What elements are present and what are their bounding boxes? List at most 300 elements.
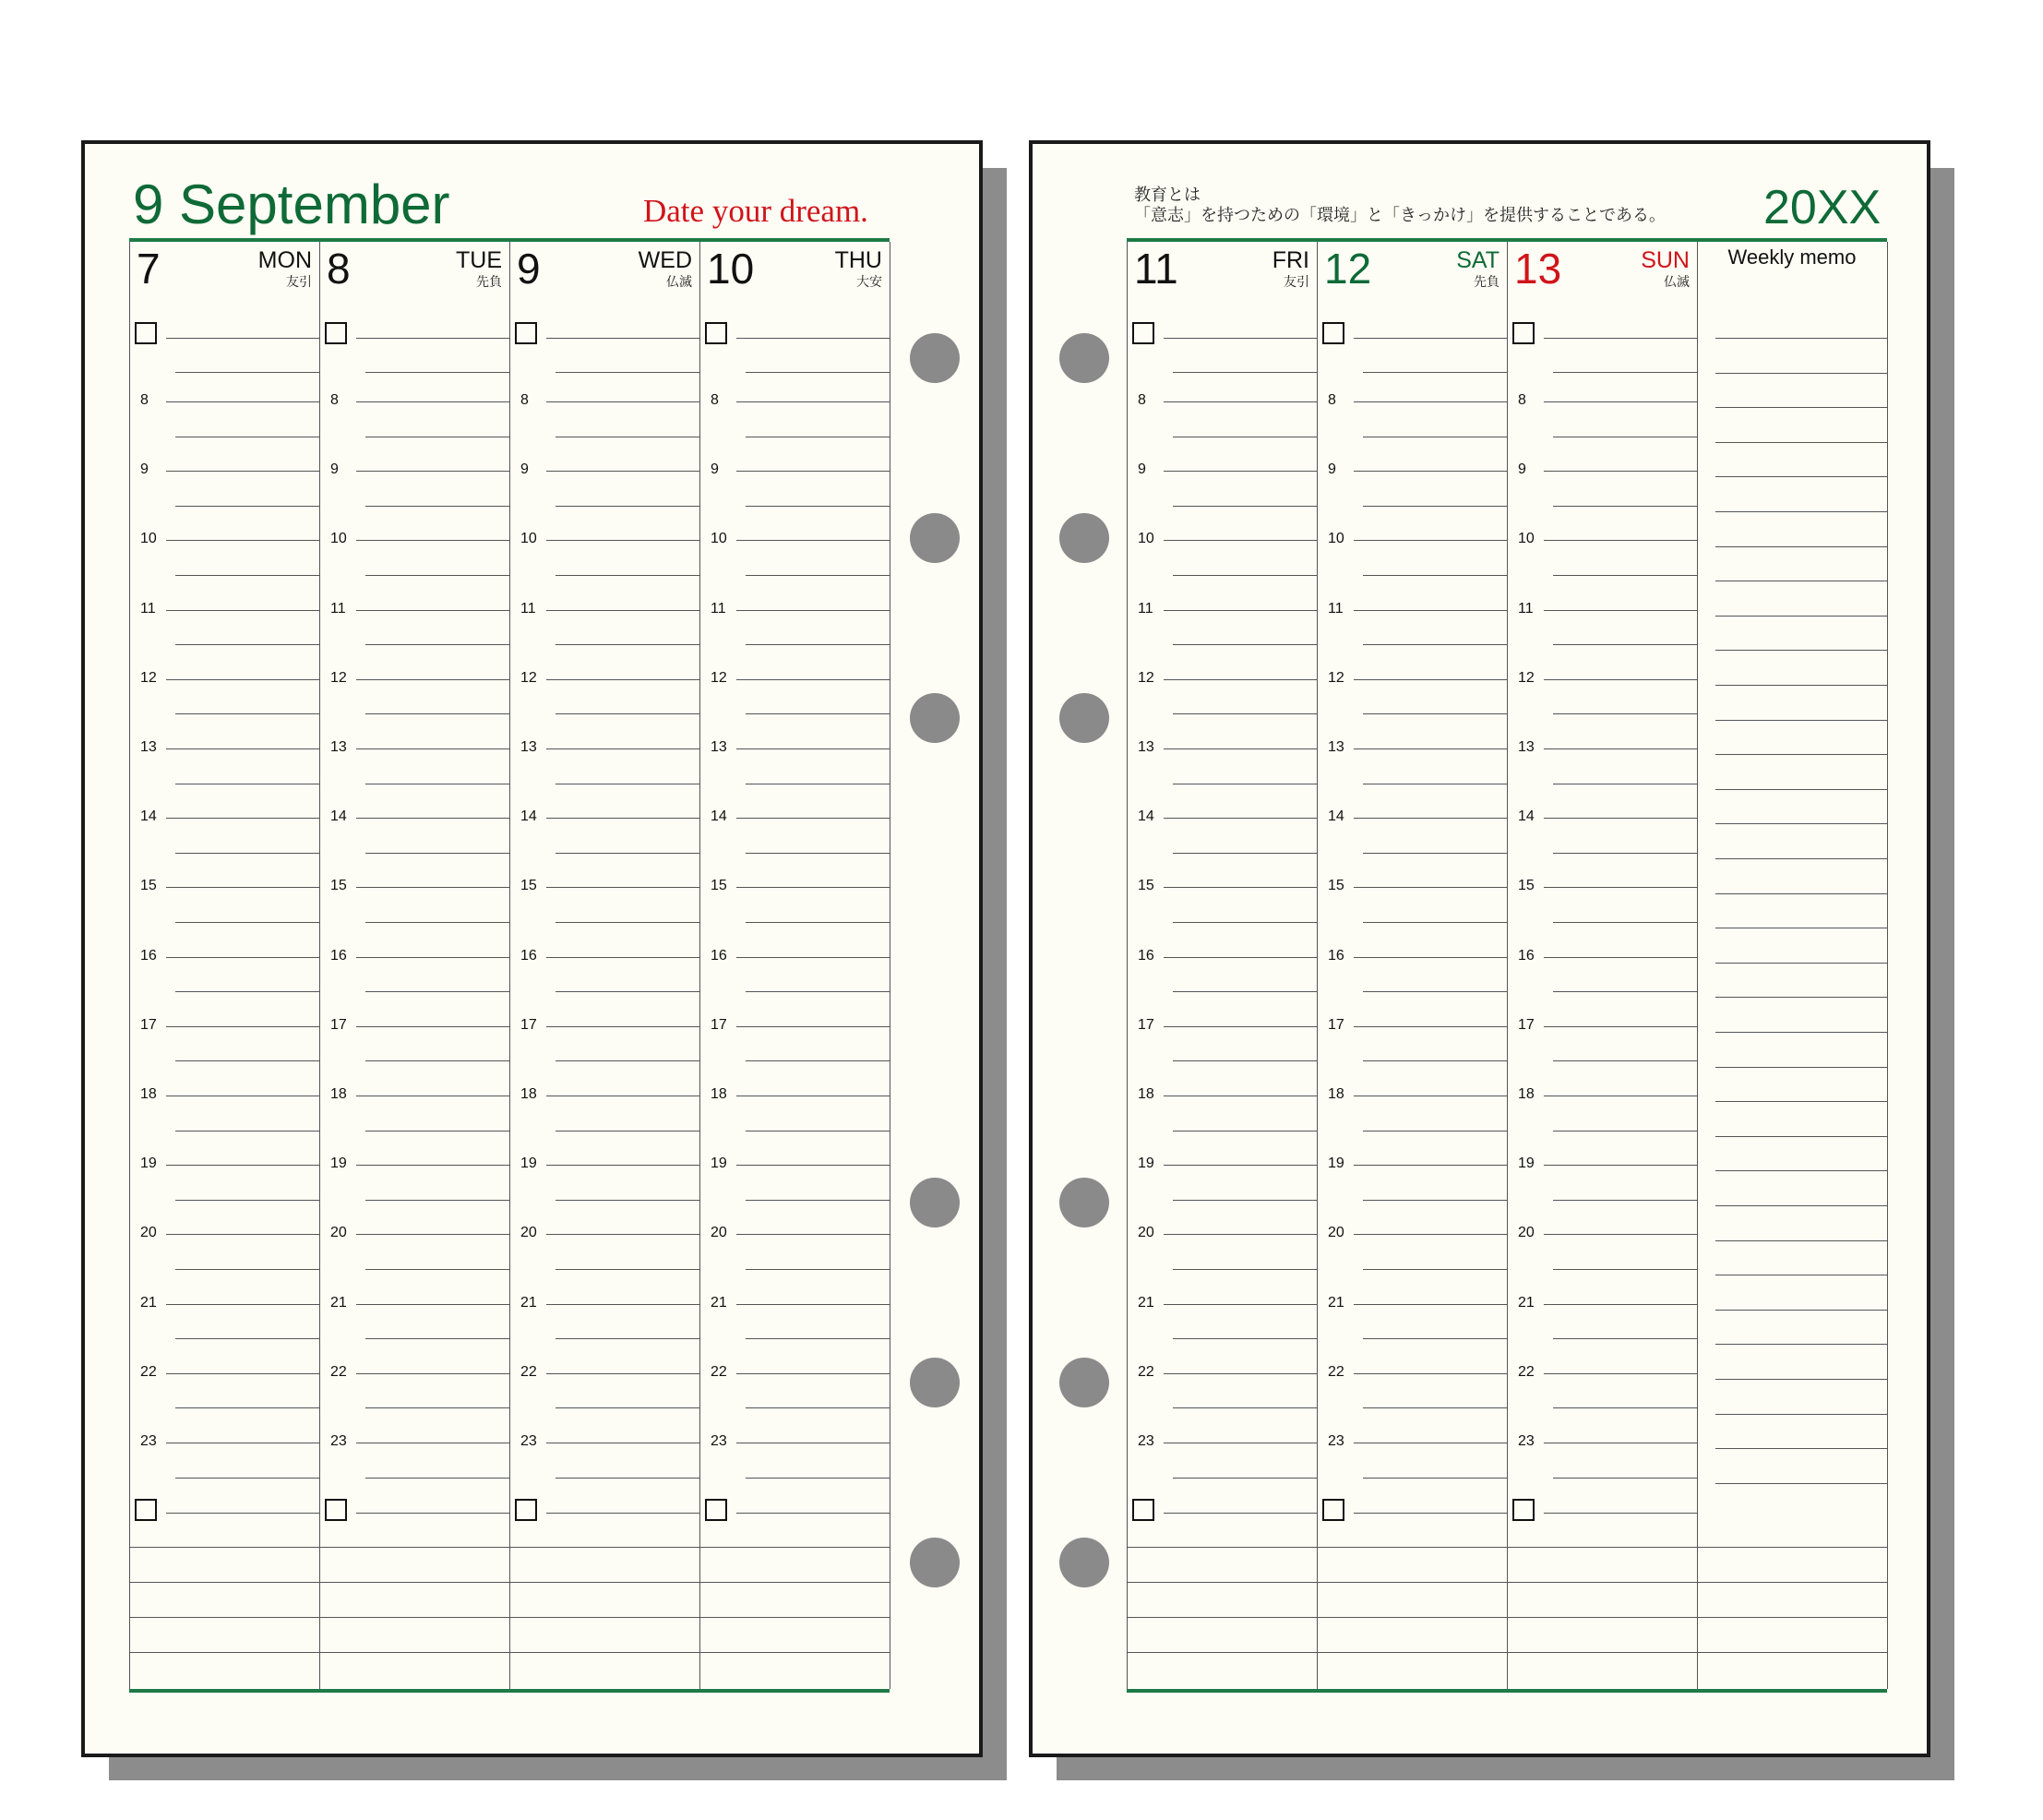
hour-line: [1354, 1234, 1507, 1235]
hour-label: 22: [711, 1363, 727, 1380]
hour-label: 22: [330, 1363, 347, 1380]
bottom-checkbox[interactable]: [1322, 1499, 1344, 1521]
hour-line: [1354, 540, 1507, 541]
half-hour-line: [1363, 1131, 1507, 1132]
half-hour-line: [1173, 991, 1317, 992]
hour-line: [736, 610, 890, 611]
half-hour-line: [365, 853, 509, 854]
half-hour-line: [556, 1060, 699, 1061]
memo-line: [1715, 1032, 1887, 1033]
memo-line: [1715, 407, 1887, 408]
half-hour-line: [1553, 1131, 1697, 1132]
hour-line: [356, 401, 509, 402]
half-hour-line: [746, 644, 890, 645]
half-hour-line: [175, 1338, 319, 1339]
hour-line: [356, 610, 509, 611]
notes-line: [1127, 1582, 1317, 1583]
top-checkbox[interactable]: [1132, 322, 1154, 344]
hour-label: 19: [1138, 1155, 1154, 1172]
half-hour-line: [1363, 1200, 1507, 1201]
rokuyo-label: 大安: [856, 274, 882, 289]
half-hour-line: [1173, 853, 1317, 854]
weekly-memo-column: [1697, 238, 1887, 1693]
hour-line: [1354, 471, 1507, 472]
hour-line: [356, 471, 509, 472]
hour-line: [1544, 748, 1697, 749]
half-hour-line: [556, 713, 699, 714]
half-hour-line: [1363, 575, 1507, 576]
half-hour-line: [365, 1478, 509, 1479]
hour-label: 18: [140, 1086, 157, 1102]
hour-label: 17: [1518, 1016, 1535, 1033]
half-hour-line: [175, 1269, 319, 1270]
hour-label: 15: [330, 878, 347, 894]
half-hour-line: [1553, 644, 1697, 645]
hour-line: [166, 1373, 319, 1374]
half-hour-line: [175, 1200, 319, 1201]
hour-label: 15: [711, 878, 727, 894]
hour-label: 23: [1518, 1433, 1535, 1449]
write-line: [175, 372, 319, 373]
hour-label: 13: [1518, 739, 1535, 755]
hour-label: 8: [1328, 392, 1336, 408]
day-number: 9: [517, 245, 541, 293]
hour-line: [1544, 679, 1697, 680]
hour-line: [166, 1304, 319, 1305]
half-hour-line: [1363, 1478, 1507, 1479]
bottom-checkbox[interactable]: [515, 1499, 537, 1521]
top-checkbox[interactable]: [515, 322, 537, 344]
half-hour-line: [746, 713, 890, 714]
half-hour-line: [556, 1478, 699, 1479]
half-hour-line: [1173, 713, 1317, 714]
half-hour-line: [365, 1407, 509, 1408]
write-line: [546, 338, 699, 339]
half-hour-line: [175, 1478, 319, 1479]
bottom-checkbox[interactable]: [705, 1499, 727, 1521]
hour-line: [1354, 1026, 1507, 1027]
hour-line: [736, 401, 890, 402]
hour-line: [546, 471, 699, 472]
notes-line: [319, 1652, 509, 1653]
half-hour-line: [365, 922, 509, 923]
write-line: [1544, 1513, 1697, 1514]
half-hour-line: [365, 1200, 509, 1201]
day-column: [1317, 238, 1507, 1693]
write-line: [546, 1513, 699, 1514]
day-name: MON: [257, 247, 312, 273]
binder-hole: [1059, 1538, 1109, 1587]
rokuyo-label: 先負: [476, 274, 502, 289]
top-checkbox[interactable]: [135, 322, 157, 344]
hour-label: 16: [140, 947, 157, 964]
hour-label: 16: [1518, 947, 1535, 964]
hour-line: [736, 748, 890, 749]
rokuyo-label: 仏滅: [1664, 274, 1690, 289]
half-hour-line: [175, 506, 319, 507]
hour-line: [356, 748, 509, 749]
memo-line: [1715, 1344, 1887, 1345]
hour-label: 19: [1328, 1155, 1344, 1172]
top-checkbox[interactable]: [325, 322, 347, 344]
hour-line: [1544, 1373, 1697, 1374]
hour-label: 20: [330, 1225, 347, 1241]
half-hour-line: [556, 853, 699, 854]
binder-hole: [910, 1178, 960, 1227]
notes-line: [699, 1582, 890, 1583]
hour-label: 10: [1328, 531, 1344, 547]
half-hour-line: [556, 1269, 699, 1270]
hour-label: 23: [1138, 1433, 1154, 1449]
day-number: 10: [707, 245, 755, 293]
memo-line: [1715, 1483, 1887, 1484]
write-line: [736, 1513, 890, 1514]
binder-hole: [910, 1358, 960, 1407]
hour-line: [736, 1026, 890, 1027]
hour-label: 8: [330, 392, 339, 408]
hour-line: [356, 1234, 509, 1235]
hour-label: 13: [711, 739, 727, 755]
left-week-grid: [129, 238, 890, 1693]
hour-line: [1354, 957, 1507, 958]
hour-line: [1164, 1026, 1317, 1027]
hour-label: 18: [1138, 1086, 1154, 1102]
half-hour-line: [1553, 506, 1697, 507]
notes-line: [1697, 1547, 1887, 1548]
hour-line: [166, 1165, 319, 1166]
hour-label: 16: [711, 947, 727, 964]
hour-line: [1544, 540, 1697, 541]
hour-label: 18: [711, 1086, 727, 1102]
binder-hole: [1059, 513, 1109, 563]
write-line: [746, 372, 890, 373]
day-number: 7: [137, 245, 161, 293]
memo-line: [1715, 511, 1887, 512]
half-hour-line: [365, 1131, 509, 1132]
hour-line: [356, 1373, 509, 1374]
half-hour-line: [1173, 644, 1317, 645]
memo-line: [1715, 442, 1887, 443]
hour-label: 14: [1138, 808, 1154, 825]
hour-line: [1164, 818, 1317, 819]
write-line: [166, 338, 319, 339]
binder-hole: [1059, 1178, 1109, 1227]
hour-label: 23: [711, 1433, 727, 1449]
hour-line: [1354, 679, 1507, 680]
hour-line: [166, 1026, 319, 1027]
half-hour-line: [365, 506, 509, 507]
day-name: TUE: [456, 247, 502, 273]
memo-line: [1715, 720, 1887, 721]
half-hour-line: [1363, 1060, 1507, 1061]
hour-label: 19: [1518, 1155, 1535, 1172]
hour-label: 12: [1518, 669, 1535, 686]
hour-line: [356, 679, 509, 680]
day-column: [1127, 238, 1317, 1693]
half-hour-line: [556, 1407, 699, 1408]
hour-label: 9: [1328, 461, 1336, 478]
hour-label: 13: [140, 739, 157, 755]
hour-label: 16: [330, 947, 347, 964]
memo-line: [1715, 546, 1887, 547]
notes-line: [319, 1547, 509, 1548]
hour-label: 23: [140, 1433, 157, 1449]
notes-line: [509, 1547, 699, 1548]
hour-line: [1164, 401, 1317, 402]
hour-line: [546, 401, 699, 402]
half-hour-line: [365, 1269, 509, 1270]
notes-line: [1127, 1547, 1317, 1548]
hour-line: [1354, 818, 1507, 819]
year-title: 20XX: [1763, 181, 1882, 234]
half-hour-line: [746, 1407, 890, 1408]
hour-line: [356, 818, 509, 819]
bottom-checkbox[interactable]: [1132, 1499, 1154, 1521]
half-hour-line: [746, 1060, 890, 1061]
write-line: [1553, 372, 1697, 373]
hour-label: 11: [520, 600, 536, 617]
notes-line: [1127, 1652, 1317, 1653]
memo-line: [1715, 1379, 1887, 1380]
hour-label: 20: [1138, 1225, 1154, 1241]
hour-line: [546, 957, 699, 958]
hour-label: 21: [1328, 1294, 1344, 1311]
hour-label: 23: [330, 1433, 347, 1449]
notes-line: [129, 1652, 319, 1653]
half-hour-line: [556, 1338, 699, 1339]
hour-label: 8: [711, 392, 719, 408]
hour-label: 13: [330, 739, 347, 755]
notes-line: [1507, 1582, 1697, 1583]
hour-label: 15: [1328, 878, 1344, 894]
hour-label: 10: [140, 531, 157, 547]
hour-line: [1354, 1304, 1507, 1305]
half-hour-line: [1363, 991, 1507, 992]
notes-line: [129, 1617, 319, 1618]
hour-label: 15: [1518, 878, 1535, 894]
weekly-memo-title: Weekly memo: [1727, 245, 1857, 269]
half-hour-line: [1173, 506, 1317, 507]
column-divider: [1887, 242, 1888, 1689]
half-hour-line: [746, 1338, 890, 1339]
hour-line: [1164, 957, 1317, 958]
half-hour-line: [746, 1131, 890, 1132]
hour-label: 11: [1518, 600, 1534, 617]
memo-line: [1715, 754, 1887, 755]
hour-line: [546, 1026, 699, 1027]
hour-label: 12: [711, 669, 727, 686]
half-hour-line: [556, 575, 699, 576]
half-hour-line: [365, 1338, 509, 1339]
hour-line: [1544, 818, 1697, 819]
binder-hole: [1059, 1358, 1109, 1407]
hour-line: [736, 887, 890, 888]
memo-line: [1715, 858, 1887, 859]
hour-label: 12: [1328, 669, 1344, 686]
hour-line: [1164, 1373, 1317, 1374]
half-hour-line: [746, 1478, 890, 1479]
hour-label: 22: [1138, 1363, 1154, 1380]
half-hour-line: [1173, 1131, 1317, 1132]
hour-line: [1544, 401, 1697, 402]
hour-label: 19: [520, 1155, 537, 1172]
binder-hole: [910, 513, 960, 563]
half-hour-line: [1553, 991, 1697, 992]
half-hour-line: [1553, 1338, 1697, 1339]
memo-line: [1715, 789, 1887, 790]
bottom-checkbox[interactable]: [325, 1499, 347, 1521]
notes-line: [1507, 1617, 1697, 1618]
hour-line: [1164, 679, 1317, 680]
memo-line: [1715, 338, 1887, 339]
hour-line: [356, 540, 509, 541]
hour-label: 18: [330, 1086, 347, 1102]
hour-label: 11: [1328, 600, 1344, 617]
half-hour-line: [556, 1131, 699, 1132]
hour-label: 9: [330, 461, 339, 478]
notes-line: [1317, 1617, 1507, 1618]
rokuyo-label: 仏滅: [666, 274, 692, 289]
half-hour-line: [1173, 1200, 1317, 1201]
binder-hole: [1059, 333, 1109, 383]
hour-label: 9: [711, 461, 719, 478]
bottom-checkbox[interactable]: [135, 1499, 157, 1521]
hour-label: 8: [520, 392, 529, 408]
hour-line: [736, 540, 890, 541]
memo-line: [1715, 1310, 1887, 1311]
half-hour-line: [1553, 1478, 1697, 1479]
slogan: Date your dream.: [643, 193, 868, 229]
day-name: SAT: [1456, 247, 1499, 273]
half-hour-line: [365, 713, 509, 714]
hour-line: [546, 818, 699, 819]
hour-line: [736, 679, 890, 680]
memo-line: [1715, 1136, 1887, 1137]
hour-line: [1164, 1165, 1317, 1166]
hour-label: 9: [140, 461, 149, 478]
memo-line: [1715, 650, 1887, 651]
memo-line: [1715, 893, 1887, 894]
hour-label: 20: [1328, 1225, 1344, 1241]
write-line: [1164, 1513, 1317, 1514]
hour-label: 14: [140, 808, 157, 825]
half-hour-line: [1363, 713, 1507, 714]
hour-label: 20: [1518, 1225, 1535, 1241]
half-hour-line: [1173, 1269, 1317, 1270]
notes-line: [1127, 1617, 1317, 1618]
hour-line: [1164, 540, 1317, 541]
hour-label: 17: [330, 1016, 347, 1033]
hour-label: 11: [330, 600, 346, 617]
hour-line: [546, 610, 699, 611]
hour-line: [1164, 887, 1317, 888]
top-checkbox[interactable]: [1512, 322, 1535, 344]
hour-label: 20: [140, 1225, 157, 1241]
quote-line-1: 教育とは: [1134, 186, 1201, 204]
hour-line: [546, 540, 699, 541]
hour-label: 19: [140, 1155, 157, 1172]
half-hour-line: [175, 1131, 319, 1132]
right-planner-page: [1029, 140, 1930, 1757]
hour-line: [546, 887, 699, 888]
hour-label: 11: [711, 600, 726, 617]
hour-line: [546, 748, 699, 749]
memo-line: [1715, 1101, 1887, 1102]
hour-line: [546, 1165, 699, 1166]
hour-label: 14: [1328, 808, 1344, 825]
hour-label: 22: [1328, 1363, 1344, 1380]
day-column: [129, 238, 319, 1693]
hour-label: 10: [1518, 531, 1535, 547]
hour-label: 10: [330, 531, 347, 547]
left-binder-holes: [910, 144, 960, 1754]
half-hour-line: [1553, 713, 1697, 714]
day-name: FRI: [1272, 247, 1309, 273]
write-line: [1354, 338, 1507, 339]
hour-line: [166, 887, 319, 888]
hour-label: 17: [1328, 1016, 1344, 1033]
hour-label: 16: [520, 947, 537, 964]
day-column: [699, 238, 890, 1693]
hour-line: [736, 1373, 890, 1374]
notes-line: [699, 1547, 890, 1548]
write-line: [356, 338, 509, 339]
half-hour-line: [1173, 1478, 1317, 1479]
hour-label: 19: [711, 1155, 727, 1172]
half-hour-line: [746, 575, 890, 576]
memo-line: [1715, 997, 1887, 998]
day-number: 13: [1514, 245, 1562, 293]
hour-line: [356, 887, 509, 888]
half-hour-line: [1173, 1060, 1317, 1061]
hour-label: 18: [1518, 1086, 1535, 1102]
half-hour-line: [1363, 853, 1507, 854]
hour-label: 23: [520, 1433, 537, 1449]
half-hour-line: [1553, 1269, 1697, 1270]
half-hour-line: [1363, 922, 1507, 923]
hour-label: 18: [520, 1086, 537, 1102]
hour-line: [736, 471, 890, 472]
day-column: [1507, 238, 1697, 1693]
day-column: [509, 238, 699, 1693]
write-line: [1363, 372, 1507, 373]
top-checkbox[interactable]: [1322, 322, 1344, 344]
memo-line: [1715, 1240, 1887, 1241]
half-hour-line: [556, 644, 699, 645]
hour-label: 15: [1138, 878, 1154, 894]
half-hour-line: [1173, 575, 1317, 576]
hour-line: [736, 1234, 890, 1235]
memo-line: [1715, 1170, 1887, 1171]
bottom-checkbox[interactable]: [1512, 1499, 1535, 1521]
write-line: [736, 338, 890, 339]
hour-line: [1354, 887, 1507, 888]
half-hour-line: [365, 991, 509, 992]
hour-label: 17: [520, 1016, 537, 1033]
top-checkbox[interactable]: [705, 322, 727, 344]
hour-line: [1164, 748, 1317, 749]
notes-line: [1697, 1617, 1887, 1618]
hour-line: [546, 1373, 699, 1374]
hour-label: 22: [520, 1363, 537, 1380]
hour-label: 13: [1138, 739, 1154, 755]
half-hour-line: [365, 644, 509, 645]
write-line: [365, 372, 509, 373]
notes-line: [1317, 1547, 1507, 1548]
notes-line: [319, 1617, 509, 1618]
write-line: [1173, 372, 1317, 373]
half-hour-line: [175, 1407, 319, 1408]
